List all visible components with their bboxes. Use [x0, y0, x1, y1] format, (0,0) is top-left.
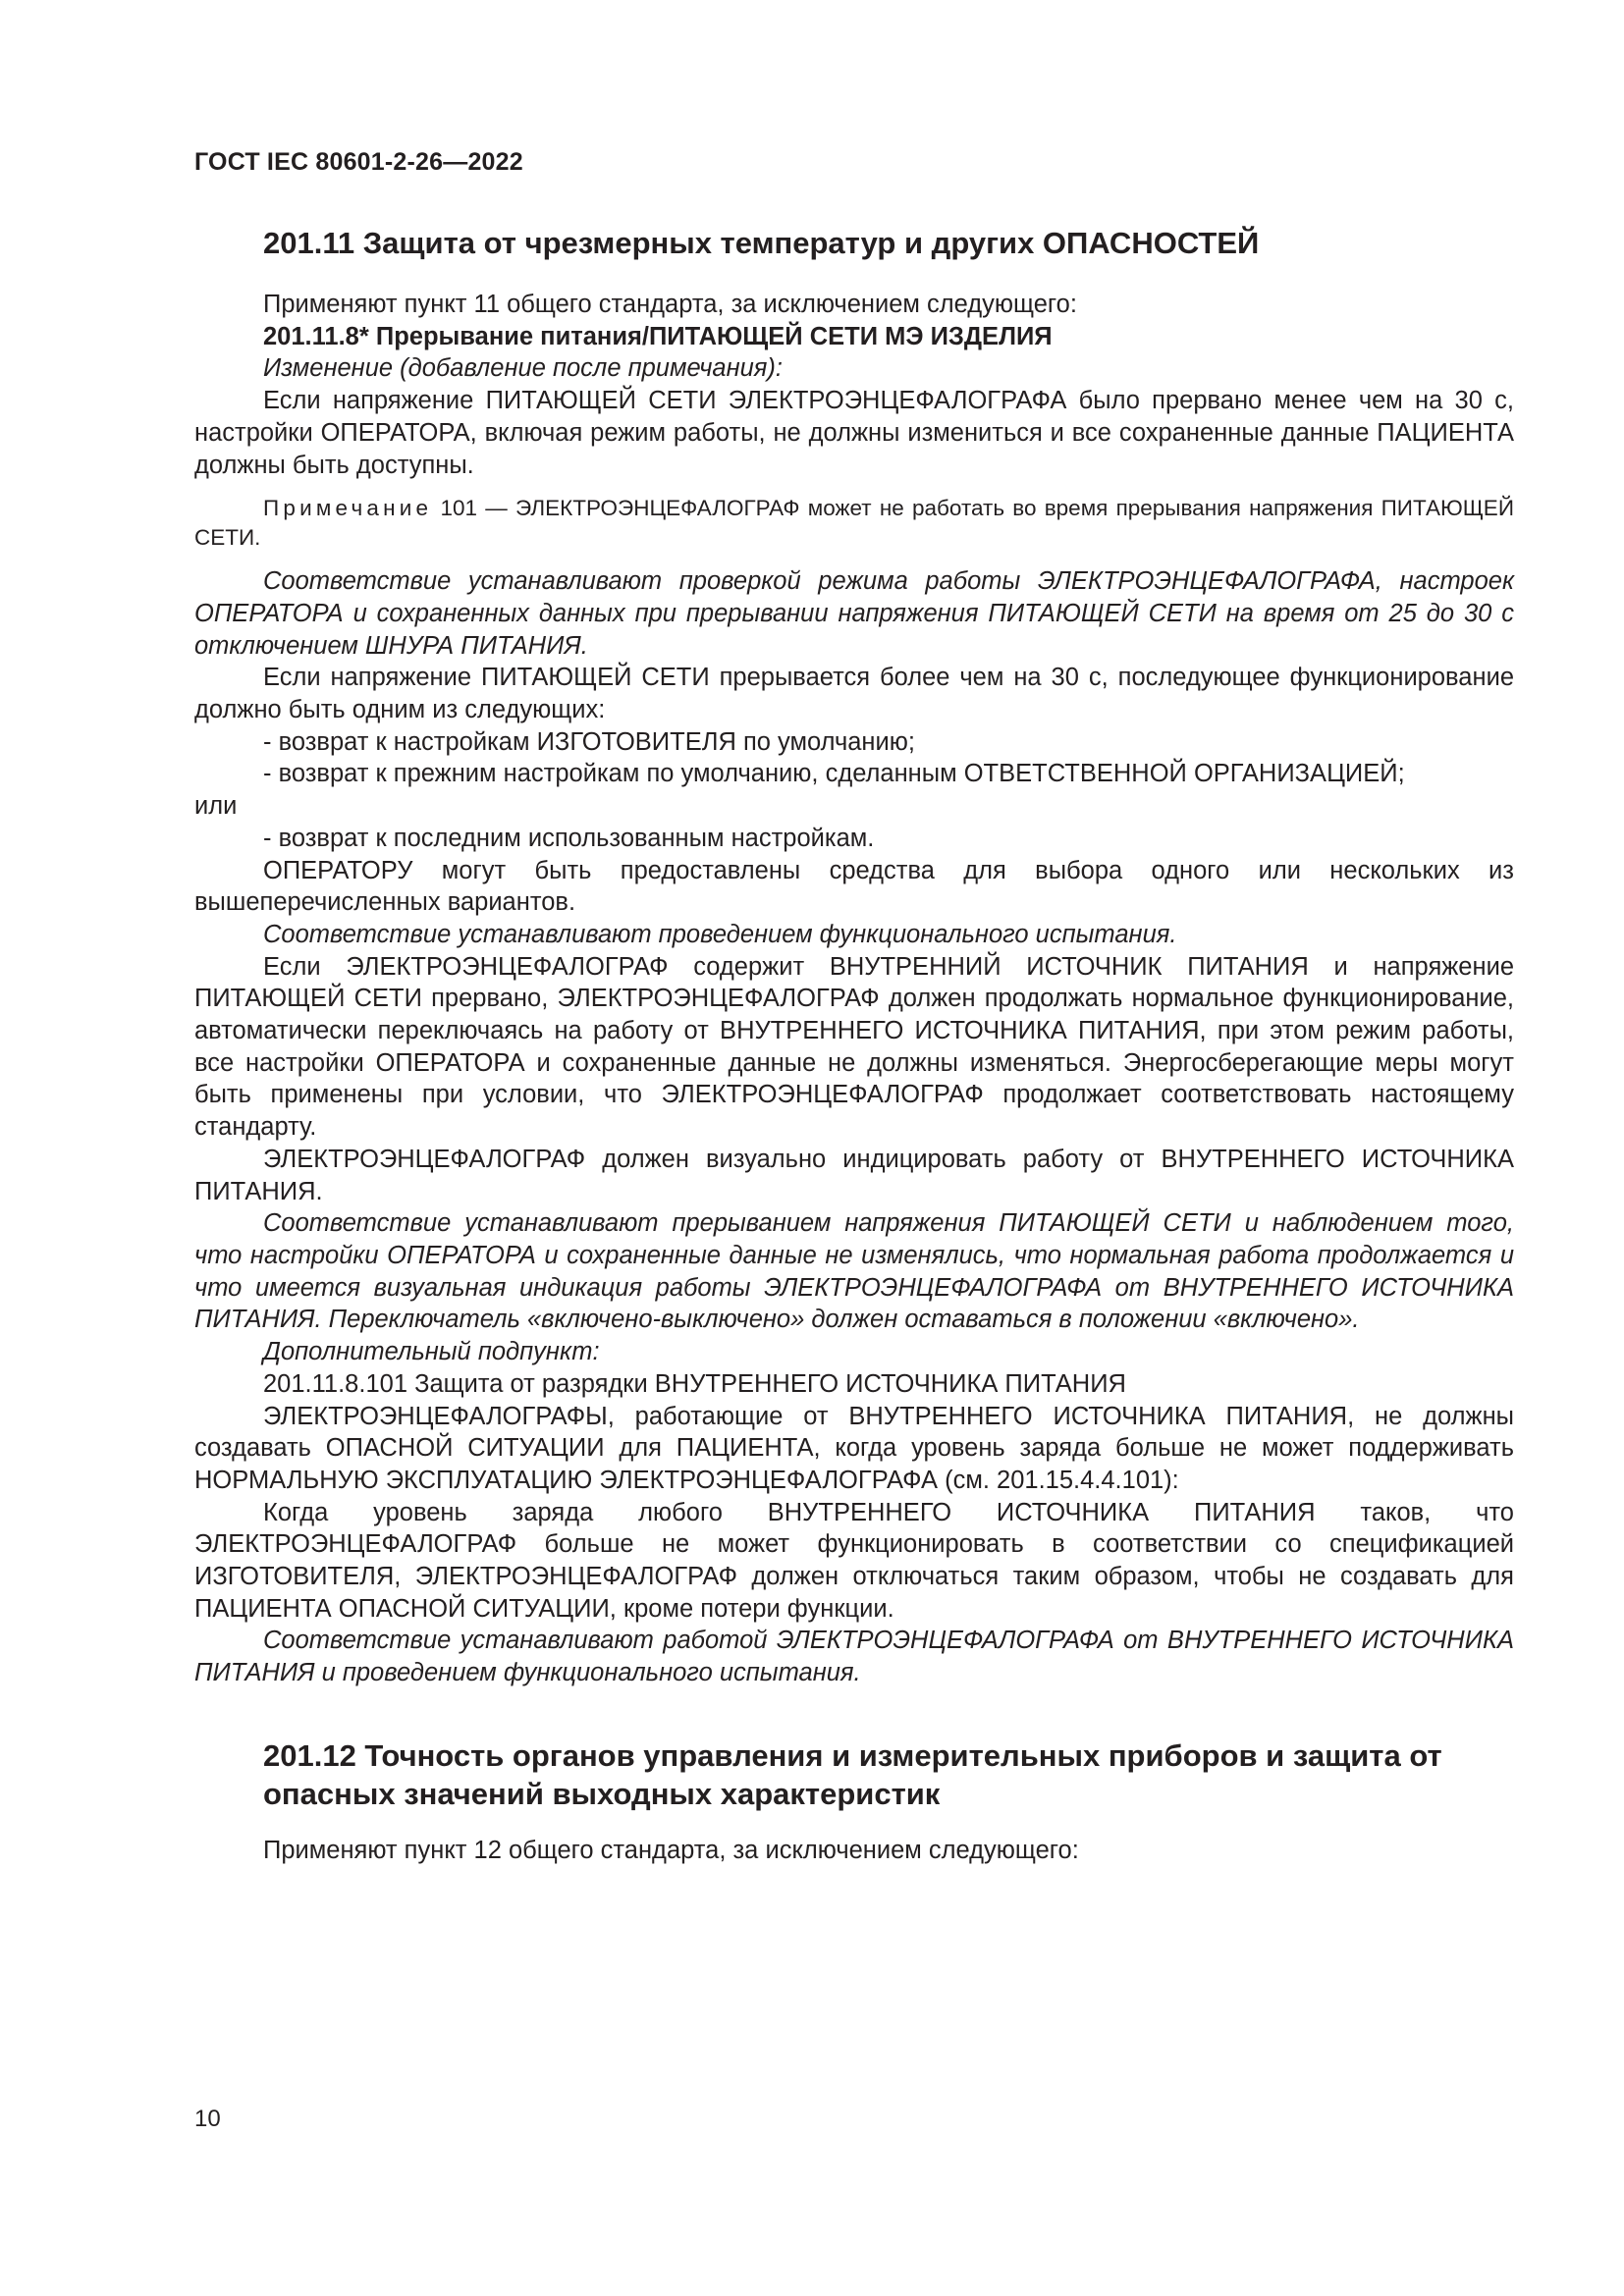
note-101	[194, 494, 1514, 552]
document-body	[194, 224, 1514, 1867]
section-heading-201-12: 201.12 Точность органов управления и измерительных приборов и защита от опасных значений выходных характеристик	[263, 1737, 1442, 1811]
paragraph-short-interruption: Если напряжение ПИТАЮЩЕЙ СЕТИ ЭЛЕКТРОЭНЦЕФАЛОГРАФА было прервано менее чем на 30 с, настройки ОПЕРАТОРА, включая режим работы, не должны измениться и все сохраненные данные ПАЦИЕНТА должны быть доступны.	[194, 387, 1514, 479]
paragraph-visual-indication: ЭЛЕКТРОЭНЦЕФАЛОГРАФ должен визуально индицировать работу от ВНУТРЕННЕГО ИСТОЧНИКА ПИТАНИЯ.	[194, 1145, 1514, 1205]
compliance-check-4: Соответствие устанавливают работой ЭЛЕКТРОЭНЦЕФАЛОГРАФА от ВНУТРЕННЕГО ИСТОЧНИКА ПИТАНИЯ и проведением функционального испытания.	[194, 1627, 1514, 1687]
document-code-header: ГОСТ IEC 80601-2-26—2022	[194, 148, 523, 176]
additional-subclause-label: Дополнительный подпункт:	[263, 1338, 600, 1366]
paragraph-operator-options: ОПЕРАТОРУ могут быть предоставлены средства для выбора одного или нескольких из вышеперечисленных вариантов.	[194, 856, 1514, 917]
compliance-check-1: Соответствие устанавливают проверкой режима работы ЭЛЕКТРОЭНЦЕФАЛОГРАФА, настроек ОПЕРАТОРА и сохраненных данных при прерывании напряжения ПИТАЮЩЕЙ СЕТИ на время от 25 до 30 с отключением ШНУРА ПИТАНИЯ.	[194, 567, 1514, 660]
amendment-label: Изменение (добавление после примечания):	[263, 354, 784, 383]
list-item: - возврат к последним использованным настройкам.	[263, 824, 875, 852]
paragraph-long-interruption: Если напряжение ПИТАЮЩЕЙ СЕТИ прерывается более чем на 30 с, последующее функционирование должно быть одним из следующих:	[194, 664, 1514, 724]
note-label: Примечание	[263, 496, 433, 521]
compliance-check-3: Соответствие устанавливают прерыванием напряжения ПИТАЮЩЕЙ СЕТИ и наблюдением того, что настройки ОПЕРАТОРА и сохраненные данные не изменялись, что нормальная работа продолжается и что имеется визуальная индикация работы ЭЛЕКТРОЭНЦЕФАЛОГРАФА от ВНУТРЕННЕГО ИСТОЧНИКА ПИТАНИЯ. Переключатель «включено-выключено» должен оставаться в положении «включено».	[194, 1209, 1514, 1334]
subclause-heading-201-11-8-101: 201.11.8.101 Защита от разрядки ВНУТРЕННЕГО ИСТОЧНИКА ПИТАНИЯ	[263, 1369, 1126, 1398]
subclause-heading-201-11-8: 201.11.8* Прерывание питания/ПИТАЮЩЕЙ СЕТИ МЭ ИЗДЕЛИЯ	[263, 322, 1053, 350]
section-heading-201-11: 201.11 Защита от чрезмерных температур и других ОПАСНОСТЕЙ	[263, 226, 1260, 260]
list-item: - возврат к прежним настройкам по умолчанию, сделанным ОТВЕТСТВЕННОЙ ОРГАНИЗАЦИЕЙ;	[263, 760, 1405, 788]
paragraph-apply-clause-12: Применяют пункт 12 общего стандарта, за исключением следующего:	[263, 1836, 1079, 1864]
paragraph-internal-power-source: Если ЭЛЕКТРОЭНЦЕФАЛОГРАФ содержит ВНУТРЕННИЙ ИСТОЧНИК ПИТАНИЯ и напряжение ПИТАЮЩЕЙ СЕТИ прервано, ЭЛЕКТРОЭНЦЕФАЛОГРАФ должен продолжать нормальное функционирование, автоматически переключаясь на работу от ВНУТРЕННЕГО ИСТОЧНИКА ПИТАНИЯ, при этом режим работы, все настройки ОПЕРАТОРА и сохраненные данные не должны изменяться. Энергосберегающие меры могут быть применены при условии, что ЭЛЕКТРОЭНЦЕФАЛОГРАФ продолжает соответствовать настоящему стандарту.	[194, 952, 1514, 1142]
note-text: 101 — ЭЛЕКТРОЭНЦЕФАЛОГРАФ может не работать во время прерывания напряжения ПИТАЮЩЕЙ СЕТИ.	[194, 496, 1514, 550]
paragraph-discharge-protection: ЭЛЕКТРОЭНЦЕФАЛОГРАФЫ, работающие от ВНУТРЕННЕГО ИСТОЧНИКА ПИТАНИЯ, не должны создавать ОПАСНОЙ СИТУАЦИИ для ПАЦИЕНТА, когда уровень заряда больше не может поддерживать НОРМАЛЬНУЮ ЭКСПЛУАТАЦИЮ ЭЛЕКТРОЭНЦЕФАЛОГРАФА (см. 201.15.4.4.101):	[194, 1402, 1514, 1494]
list-item: - возврат к настройкам ИЗГОТОВИТЕЛЯ по умолчанию;	[263, 727, 915, 756]
compliance-check-2: Соответствие устанавливают проведением функционального испытания.	[263, 920, 1177, 948]
list-conjunction-or: или	[194, 792, 238, 821]
paragraph-apply-clause-11: Применяют пункт 11 общего стандарта, за исключением следующего:	[263, 291, 1077, 318]
paragraph-shutdown-behaviour: Когда уровень заряда любого ВНУТРЕННЕГО ИСТОЧНИКА ПИТАНИЯ таков, что ЭЛЕКТРОЭНЦЕФАЛОГРАФ больше не может функционировать в соответствии со спецификацией ИЗГОТОВИТЕЛЯ, ЭЛЕКТРОЭНЦЕФАЛОГРАФ должен отключаться таким образом, чтобы не создавать для ПАЦИЕНТА ОПАСНОЙ СИТУАЦИИ, кроме потери функции.	[194, 1498, 1514, 1623]
page-number: 10	[194, 2106, 221, 2132]
